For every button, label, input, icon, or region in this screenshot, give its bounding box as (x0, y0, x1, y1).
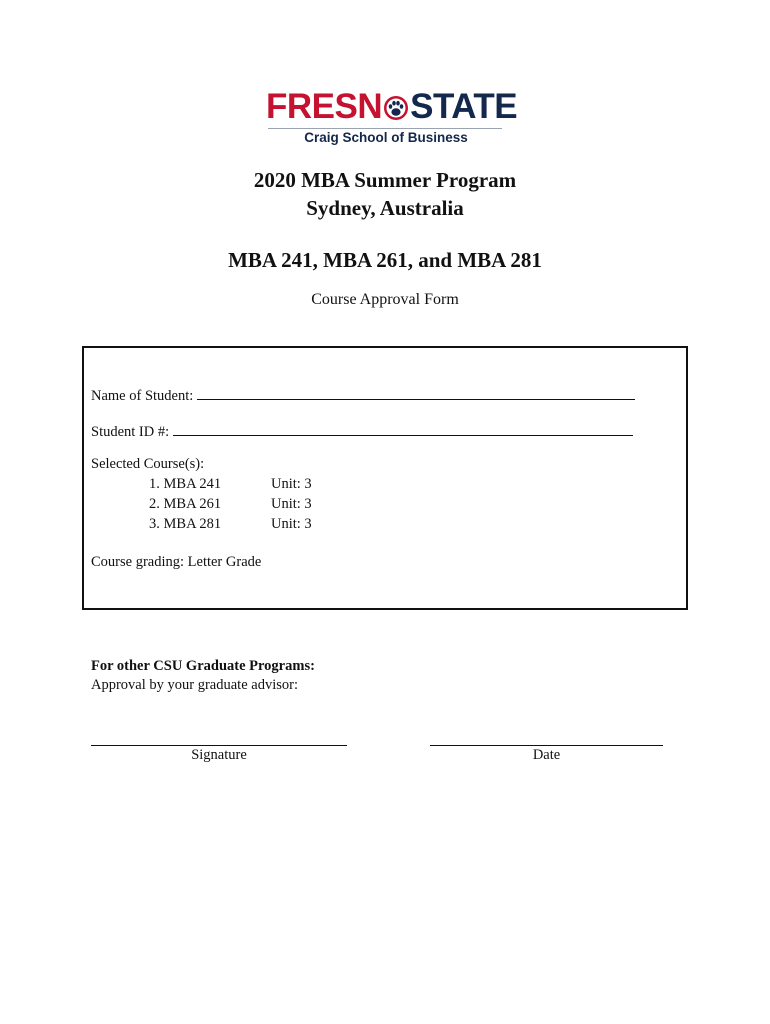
program-location: Sydney, Australia (306, 196, 464, 220)
selected-courses-label: Selected Course(s): (91, 456, 205, 472)
logo-divider (268, 128, 502, 129)
approval-instruction: Approval by your graduate advisor: (91, 677, 298, 693)
course-unit-1: Unit: 3 (271, 476, 312, 492)
date-label: Date (532, 747, 561, 763)
signature-label: Signature (191, 747, 247, 763)
logo-word-state: STATE (410, 87, 518, 126)
paw-print-icon (383, 92, 409, 122)
student-name-label: Name of Student: (91, 388, 194, 404)
approval-heading: For other CSU Graduate Programs: (91, 658, 315, 674)
student-id-label: Student ID #: (91, 424, 170, 440)
course-name-1: 1. MBA 241 (149, 476, 222, 492)
student-id-row (91, 421, 633, 441)
logo-word-fresno: FRESN (266, 87, 383, 126)
date-line[interactable] (430, 745, 663, 746)
signature-line[interactable] (91, 745, 347, 746)
logo-wordmark (266, 88, 517, 126)
logo-subtitle: Craig School of Business (304, 130, 468, 145)
student-id-field[interactable] (173, 421, 633, 436)
course-name-2: 2. MBA 261 (149, 496, 222, 512)
form-name: Course Approval Form (311, 291, 459, 308)
student-name-row (91, 385, 635, 405)
course-grading: Course grading: Letter Grade (91, 554, 262, 570)
student-name-field[interactable] (197, 385, 635, 400)
program-title: 2020 MBA Summer Program (253, 168, 517, 192)
courses-heading: MBA 241, MBA 261, and MBA 281 (228, 248, 542, 272)
course-unit-2: Unit: 3 (271, 496, 312, 512)
fresno-state-logo (266, 87, 518, 150)
course-unit-3: Unit: 3 (271, 516, 312, 532)
course-name-3: 3. MBA 281 (149, 516, 222, 532)
